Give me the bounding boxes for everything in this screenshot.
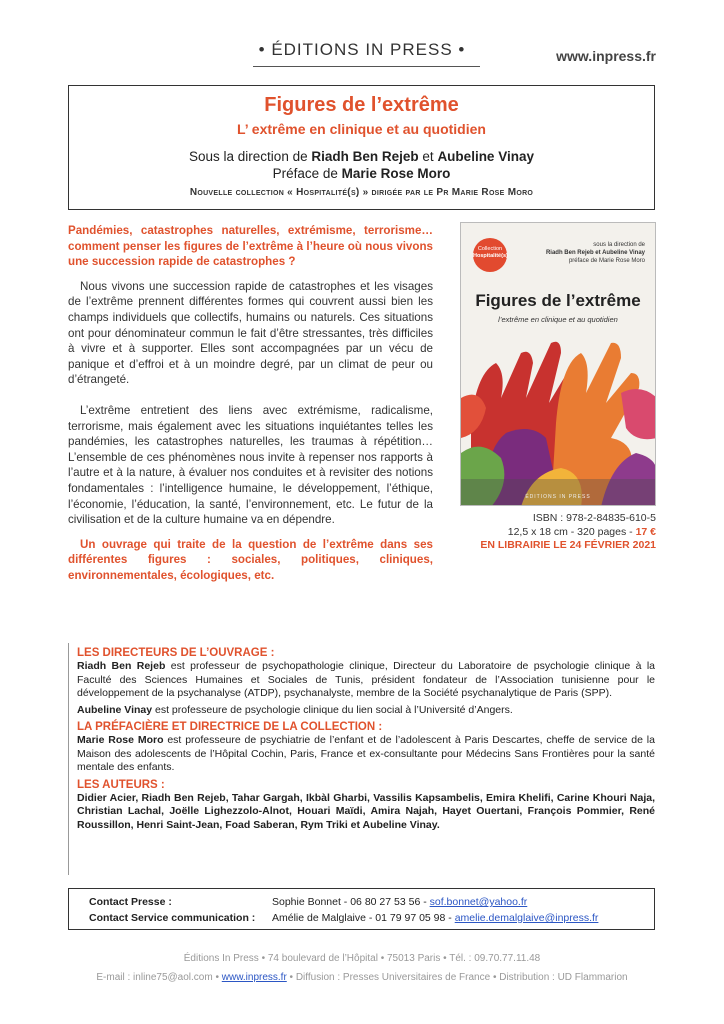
director-name-1: Riadh Ben Rejeb bbox=[311, 149, 419, 164]
cover-subtitle: l’extrême en clinique et au quotidien bbox=[498, 315, 618, 324]
and-text: et bbox=[422, 149, 434, 164]
authors-heading: LES AUTEURS : bbox=[77, 778, 165, 791]
cover-title: Figures de l’extrême bbox=[475, 291, 641, 310]
director-2-bio: Aubeline Vinay est professeure de psychologie clinique du lien social à l’Université d’Angers. bbox=[77, 703, 513, 716]
footer-website-link[interactable]: www.inpress.fr bbox=[221, 972, 287, 983]
header-website[interactable]: www.inpress.fr bbox=[556, 48, 656, 64]
isbn: ISBN : 978-2-84835-610-5 bbox=[532, 512, 656, 524]
book-cover bbox=[460, 222, 656, 506]
collection-badge: Collection Hospitalité(s) bbox=[473, 238, 507, 272]
direction-prefix: Sous la direction de bbox=[189, 149, 308, 164]
contributors-section bbox=[77, 643, 655, 832]
comm-contact-label: Contact Service communication : bbox=[89, 912, 256, 924]
intro-paragraph: Pandémies, catastrophes naturelles, extrémisme, terrorisme… comment penser les figures de l’extrême à l’heure où nous vivons une succession rapide de catastrophes ? bbox=[68, 224, 433, 269]
comm-email-link[interactable]: amelie.demalglaive@inpress.fr bbox=[454, 912, 599, 924]
preface-author: Marie Rose Moro bbox=[341, 166, 451, 181]
book-title: Figures de l’extrême bbox=[264, 94, 459, 116]
preface-heading: LA PRÉFACIÈRE ET DIRECTRICE DE LA COLLECTION : bbox=[77, 721, 383, 734]
section-divider-line bbox=[68, 643, 69, 875]
press-contact-label: Contact Presse : bbox=[89, 896, 172, 908]
contact-box bbox=[68, 888, 655, 930]
comm-contact: Contact Service communication : Amélie de Malglaive - 01 79 97 05 98 - amelie.demalglaive@inpress.fr bbox=[89, 912, 599, 924]
header-divider bbox=[253, 66, 480, 67]
book-meta bbox=[460, 512, 656, 553]
cover-authors: sous la direction de Riadh Ben Rejeb et Aubeline Vinay préface de Marie Rose Moro bbox=[545, 242, 645, 264]
footer-address: Éditions In Press • 74 boulevard de l’Hôpital • 75013 Paris • Tél. : 09.70.77.11.48 bbox=[183, 953, 541, 964]
cover-publisher: ÉDITIONS IN PRESS bbox=[525, 494, 591, 500]
price: 17 € bbox=[635, 525, 656, 538]
director-name-2: Aubeline Vinay bbox=[437, 149, 534, 164]
description-column bbox=[68, 223, 433, 583]
authors-list: Didier Acier, Riadh Ben Rejeb, Tahar Gargah, Ikbàl Gharbi, Vassilis Kapsambelis, Emira Khelifi, Carine Khouri Naja, Christian Lachal, Joëlle Lighezzolo-Alnot, Houari Maïdi, Amira Najah, Hayet Ouertani, François Pommier, René Roussillon, Henri Saint-Jean, Foad Saberan, Rym Triki et Aubeline Vinay. bbox=[77, 792, 655, 831]
book-subtitle: L’ extrême en clinique et au quotidien bbox=[237, 121, 486, 137]
release-date: EN LIBRAIRIE LE 24 FÉVRIER 2021 bbox=[480, 539, 656, 551]
director-1-bio: Riadh Ben Rejeb est professeur de psychopathologie clinique, Directeur du Laboratoire de psychologie clinique à la Faculté des Sciences Humaines et Sociales de Tunis, président fondateur de l’Association tunisienne pour le développement de la psychanalyse (ATDP), psychanalyste, membre de la Société psychanalytique de Paris (SPP). bbox=[77, 660, 655, 700]
publisher-header: • ÉDITIONS IN PRESS • bbox=[258, 40, 466, 59]
preface-bio: Marie Rose Moro est professeure de psychiatrie de l’enfant et de l’adolescent à Paris Descartes, cheffe de service de la Maison des adolescents de l’Hôpital Cochin, Paris, France et ex-consultante pour Médecins Sans Frontières pour la santé mentale des enfants. bbox=[77, 734, 655, 774]
preface-line bbox=[69, 166, 654, 181]
collection-line: Nouvelle collection « Hospitalité(s) » dirigée par le Pr Marie Rose Moro bbox=[189, 187, 534, 198]
press-contact: Contact Presse : Sophie Bonnet - 06 80 27 53 56 - sof.bonnet@yahoo.fr bbox=[89, 896, 528, 908]
direction-line bbox=[69, 149, 654, 164]
preface-prefix: Préface de bbox=[272, 166, 338, 181]
outro-paragraph: Un ouvrage qui traite de la question de l’extrême dans ses différentes figures : sociales, politiques, cliniques, environnementales, écologiques, etc. bbox=[68, 537, 433, 582]
paragraph-2: L’extrême entretient des liens avec extrémisme, radicalisme, terrorisme, mais également avec les situations inquiétantes telles les pandémies, les catastrophes naturelles, les traumas à répétition… L’ensemble de ces phénomènes nous invite à repenser nos rapports à l’autre et à la nature, à évaluer nos conduites et à revisiter des notions fondamentales : l’intelligence humaine, le développement, l’éthique, l’économie, l’éducation, la santé, l’environnement, etc. Le futur de la civilisation et de la culture humaine va en dépendre. bbox=[68, 403, 433, 527]
press-email-link[interactable]: sof.bonnet@yahoo.fr bbox=[429, 896, 528, 908]
format-line: 12,5 x 18 cm - 320 pages - 17 € bbox=[507, 525, 656, 538]
directors-heading: LES DIRECTEURS DE L’OUVRAGE : bbox=[77, 647, 275, 659]
footer-contacts: E-mail : inline75@aol.com • www.inpress.fr • Diffusion : Presses Universitaires de France • Distribution : UD Flammarion bbox=[96, 972, 628, 983]
paragraph-1: Nous vivons une succession rapide de catastrophes et les visages de l’extrême prennent différentes formes qui couvrent aussi bien les champs individuels que collectifs, humains ou naturels. Ces situations ont pour dénominateur commun le fait d’être stressantes, très difficiles à vivre et à supporter. Elles sont accompagnées par un vécu de panique et d’effroi et à un moindre degré, par un climat de peur ou d’étrangeté. bbox=[68, 279, 433, 387]
title-box bbox=[68, 85, 655, 210]
